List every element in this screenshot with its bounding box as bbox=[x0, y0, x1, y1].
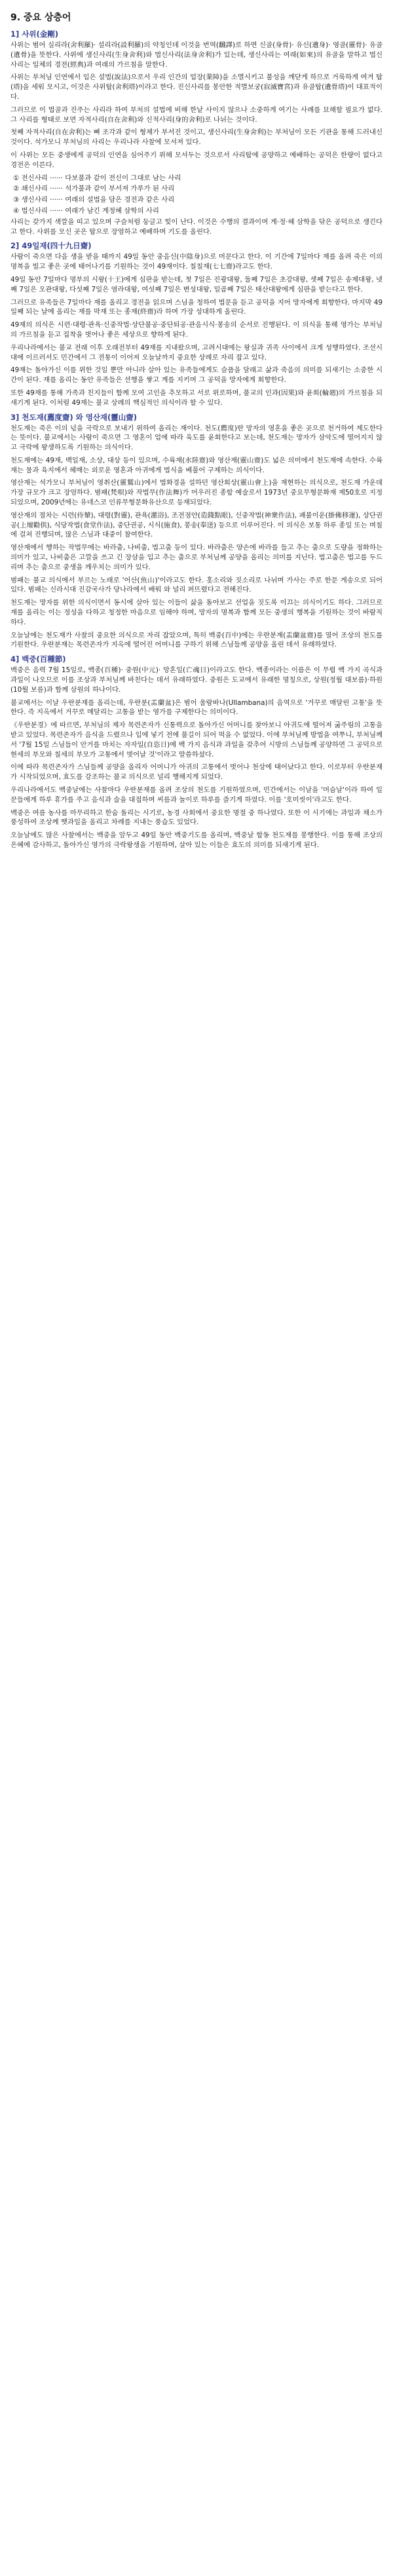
paragraph: 이 사위는 모든 중생에게 공덕의 인연을 심어주기 위해 모셔두는 것으로서 사리탑에 공양하고 예배하는 공덕은 한량이 없다고 경전은 이른다. bbox=[10, 151, 383, 169]
paragraph: 백중은 여름 농사를 마무리하고 한숨 돌리는 시기로, 농경 사회에서 중요한 명절 중 하나였다. 또한 이 시기에는 과일과 채소가 풍성하여 조상께 햇과일을 올리고 차례를 지내는 풍습도 있었다. bbox=[10, 808, 383, 827]
paragraph: 사위는 부처님 인연에서 입은 설법(說法)으로서 우리 인간의 업장(業障)을 소멸시키고 불성을 깨닫게 하므로 거룩하게 여겨 탑(塔)을 세워 모시고, 이것은 사위탑(舍利塔)이라고 한다. 진신사리를 봉안한 적멸보궁(寂滅寶宮)과 유골탑(遺骨塔)이 대표적이다. bbox=[10, 73, 383, 101]
paragraph: 영산재에서 행하는 작법무에는 바라춤, 나비춤, 법고춤 등이 있다. 바라춤은 양손에 바라를 들고 추는 춤으로 도량을 정화하는 의미가 있고, 나비춤은 고깔을 쓰고 긴 장삼을 입고 추는 춤으로 부처님께 공양을 올리는 의미를 지닌다. 법고춤은 법고를 두드리며 추는 춤으로 중생을 깨우치는 의미가 있다. bbox=[10, 544, 383, 571]
paragraph: 범패는 불교 의식에서 부르는 노래로 '어산(魚山)'이라고도 한다. 홋소리와 짓소리로 나뉘며 가사는 주로 한문 게송으로 되어 있다. 범패는 신라시대 진감국사가 당나라에서 배워 와 널리 퍼뜨렸다고 전해진다. bbox=[10, 576, 383, 594]
paragraph: 영산재는 석가모니 부처님이 영취산(靈鷲山)에서 법화경을 설하던 영산회상(靈山會上)을 재현하는 의식으로, 천도재 가운데 가장 규모가 크고 장엄하다. 범패(梵唄)와 작법무(作法舞)가 어우러진 종합 예술로서 1973년 중요무형문화재 제50호로 지정되었으며, 2009년에는 유네스코 인류무형문화유산으로 등재되었다. bbox=[10, 479, 383, 507]
paragraph: 오늘날에도 많은 사찰에서는 백중을 앞두고 49일 동안 백중기도를 올리며, 백중날 합동 천도재를 봉행한다. 이를 통해 조상의 은혜에 감사하고, 돌아가신 영가의 극락왕생을 기원하며, 살아 있는 이들은 효도의 의미를 되새기게 된다. bbox=[10, 831, 383, 849]
section-heading: 1] 사위(金剛) bbox=[10, 29, 58, 39]
section-49jae bbox=[10, 240, 383, 407]
paragraph: 이에 따라 목련존자가 스님들께 공양을 올리자 어머니가 아귀의 고통에서 벗어나 천상에 태어났다고 한다. 이로부터 우란분재가 시작되었으며, 효도를 강조하는 불교 의식으로 널리 행해지게 되었다. bbox=[10, 763, 383, 782]
section-heading: 2] 49일재(四十九日齋) bbox=[10, 241, 92, 251]
section-heading: 3] 천도재(薦度齋) 와 영산재(靈山齋) bbox=[10, 412, 138, 422]
paragraph: 천도재는 망자를 위한 의식이면서 동시에 살아 있는 이들이 삶을 돌아보고 선업을 짓도록 이끄는 의식이기도 하다. 그러므로 재를 올리는 이는 정성을 다하고 청정한 마음으로 임해야 하며, 망자의 명복과 함께 모든 중생의 행복을 기원하는 것이 바람직하다. bbox=[10, 599, 383, 626]
paragraph: 그러므로 이 법골과 진주는 사리라 하여 부처의 설법에 비해 한낱 사이지 않으나 소중하게 여기는 사례를 묘해할 필요가 없다. 그 사리를 형태로 보면 자적사리(自在舍利)와 신적사리(身的舍利)로 나뉘는 것이다. bbox=[10, 105, 383, 124]
paragraph: 사람이 죽으면 다음 생을 받을 때까지 49일 동안 중음신(中陰身)으로 머문다고 한다. 이 기간에 7일마다 재를 올려 죽은 이의 명복을 빌고 좋은 곳에 태어나기를 기원하는 것이 49재이다. 칠칠재(七七齋)라고도 한다. bbox=[10, 253, 383, 271]
paragraph: 천도재는 죽은 이의 넋을 극락으로 보내기 위하여 올리는 재이다. 천도(薦度)란 망자의 영혼을 좋은 곳으로 천거하여 제도한다는 뜻이다. 불교에서는 사람이 죽으면 그 영혼이 업에 따라 육도를 윤회한다고 보는데, 천도재는 망자가 삼악도에 떨어지지 않고 극락에 왕생하도록 기원하는 의식이다. bbox=[10, 424, 383, 452]
section-sari bbox=[10, 29, 383, 237]
list-item: ① 전신사리 ······ 다보불과 같이 전신이 그대로 남는 사리 bbox=[13, 174, 181, 182]
section-cheondojae bbox=[10, 412, 383, 651]
paragraph: 49재의 의식은 시련·대령·관욕·신중작법·상단불공·중단퇴공·관음시식·봉송의 순서로 진행된다. 이 의식을 통해 영가는 부처님의 가르침을 듣고 집착을 벗어나 좋은 세상으로 향하게 된다. bbox=[10, 321, 383, 339]
paragraph: 영산재의 절차는 시련(侍輦), 대령(對靈), 관욕(灌浴), 조전점안(造錢點眼), 신중작법(神衆作法), 괘불이운(掛佛移運), 상단권공(上壇勸供), 식당작법(食堂作法), 중단권공, 시식(施食), 봉송(奉送) 등으로 이루어진다. 이 의식은 보통 하루 종일 또는 며칠에 걸쳐 진행되며, 많은 스님과 대중이 참여한다. bbox=[10, 511, 383, 539]
paragraph: 《우란분경》에 따르면, 부처님의 제자 목련존자가 신통력으로 돌아가신 어머니를 찾아보니 아귀도에 떨어져 굶주림의 고통을 받고 있었다. 목련존자가 음식을 드렸으나 입에 넣기 전에 불길이 되어 먹을 수 없었다. 이에 부처님께 방법을 여쭈니, 부처님께서 '7월 15일 스님들이 안거를 마치는 자자일(自恣日)에 백 가지 음식과 과일을 갖추어 시방의 스님들께 공양하면 그 공덕으로 현세의 부모와 칠세의 부모가 고통에서 벗어날 것'이라고 말씀하셨다. bbox=[10, 721, 383, 759]
document-title: 9. 중요 상층어 bbox=[10, 12, 71, 23]
paragraph: 천도재에는 49재, 백일재, 소상, 대상 등이 있으며, 수륙재(水陸齋)와 영산재(靈山齋)도 넓은 의미에서 천도재에 속한다. 수륙재는 물과 육지에서 헤매는 외로운 영혼과 아귀에게 법식을 베풀어 구제하는 의식이다. bbox=[10, 456, 383, 474]
list-item: ② 쇄신사리 ······ 석가불과 같이 부서져 가루가 된 사리 bbox=[13, 185, 175, 193]
paragraph: 우리나라에서는 불교 전래 이후 오래전부터 49재를 지내왔으며, 고려시대에는 왕실과 귀족 사이에서 크게 성행하였다. 조선시대에 이르러서도 민간에서 그 전통이 이어져 오늘날까지 중요한 상례로 자리 잡고 있다. bbox=[10, 343, 383, 362]
paragraph: 오늘날에는 천도재가 사찰의 중요한 의식으로 자리 잡았으며, 특히 백중(百中)에는 우란분재(盂蘭盆齋)를 열어 조상의 천도를 기원한다. 우란분재는 목련존자가 지옥에 떨어진 어머니를 구하기 위해 스님들께 공양을 올린 데서 유래하였다. bbox=[10, 631, 383, 649]
paragraph: 첫째 자적사리(自在舍利)는 뼈 조각과 같이 형체가 부서진 것이고, 생신사리(生身舍利)는 부처님이 모든 기관을 통해 드러내신 것이다. 석가모니 부처님의 사리는 우리나라 사찰에 모셔져 있다. bbox=[10, 128, 383, 147]
paragraph: 그러므로 유족들은 7일마다 재를 올리고 경전을 읽으며 스님을 청하여 법문을 듣고 공덕을 지어 망자에게 회향한다. 마지막 49일째 되는 날에 올리는 재를 막재 또는 종재(終齋)라 하며 가장 성대하게 올린다. bbox=[10, 298, 383, 316]
paragraph: 49재는 돌아가신 이를 위한 것일 뿐만 아니라 살아 있는 유족들에게도 슬픔을 달래고 삶과 죽음의 의미를 되새기는 소중한 시간이 된다. 재를 올리는 동안 유족들은 선행을 쌓고 계를 지키며 그 공덕을 망자에게 회향한다. bbox=[10, 366, 383, 385]
paragraph: 또한 49재를 통해 가족과 친지들이 함께 모여 고인을 추모하고 서로 위로하며, 불교의 인과(因果)와 윤회(輪廻)의 가르침을 되새기게 된다. 이처럼 49재는 불교 상례의 핵심적인 의식이라 할 수 있다. bbox=[10, 388, 383, 407]
paragraph: 사리는 갖가지 색깔을 띠고 있으며 구슬처럼 둥글고 빛이 난다. 이것은 수행의 결과이며 계·정·혜 삼학을 닦은 공덕으로 생긴다고 한다. 사위를 모신 곳은 탑으로 장엄하고 예배하며 기도를 올린다. bbox=[10, 218, 383, 236]
paragraph: 사위는 범어 실리라(舍利羅)· 설리라(設利羅)의 약칭인데 이것을 번역(飜譯)로 하면 신골(身骨)· 유신(遺身)· 영골(靈骨)· 유골(遺骨)을 뜻한다. 사위에 생신사리(生身舍利)와 법신사리(法身舍利)가 있는데, 생신사리는 여래(如來)의 유골을 말하고 법신사리는 일체의 경전(經典)과 여래의 가르침을 말한다. bbox=[10, 41, 383, 69]
paragraph: 49일 동안 7일마다 명부의 시왕(十王)에게 심판을 받는데, 첫 7일은 진광대왕, 둘째 7일은 초강대왕, 셋째 7일은 송제대왕, 넷째 7일은 오관대왕, 다섯째 7일은 염라대왕, 여섯째 7일은 변성대왕, 일곱째 7일은 태산대왕에게 심판을 받는다고 한다. bbox=[10, 275, 383, 294]
list-item: ③ 생신사리 ······ 여래의 설법을 담은 경전과 같은 사리 bbox=[13, 196, 175, 204]
section-baekjung bbox=[10, 654, 383, 850]
paragraph: 불교에서는 이날 우란분재를 올리는데, 우란분(盂蘭盆)은 범어 울람바나(Ullambana)의 음역으로 '거꾸로 매달린 고통'을 뜻한다. 즉 지옥에서 거꾸로 매달리는 고통을 받는 영가를 구제한다는 의미이다. bbox=[10, 698, 383, 717]
section-heading: 4] 백중(百種節) bbox=[10, 654, 66, 664]
paragraph: 백중은 음력 7월 15일로, 백종(百種)· 중원(中元)· 망혼일(亡魂日)이라고도 한다. 백종이라는 이름은 이 무렵 백 가지 곡식과 과일이 나오므로 이를 조상과 부처님께 바친다는 데서 유래하였다. 중원은 도교에서 유래한 명칭으로, 상원(정월 대보름)·하원(10월 보름)과 함께 삼원의 하나이다. bbox=[10, 666, 383, 694]
list-item: ④ 법신사리 ······ 여래가 남긴 계정혜 삼학의 사리 bbox=[13, 206, 159, 215]
paragraph: 우리나라에서도 백중날에는 사찰마다 우란분재를 올려 조상의 천도를 기원하였으며, 민간에서는 이날을 '머슴날'이라 하여 일꾼들에게 하루 휴가를 주고 음식과 술을 대접하며 씨름과 놀이로 하루를 즐기게 하였다. 이를 '호미씻이'라고도 한다. bbox=[10, 786, 383, 804]
